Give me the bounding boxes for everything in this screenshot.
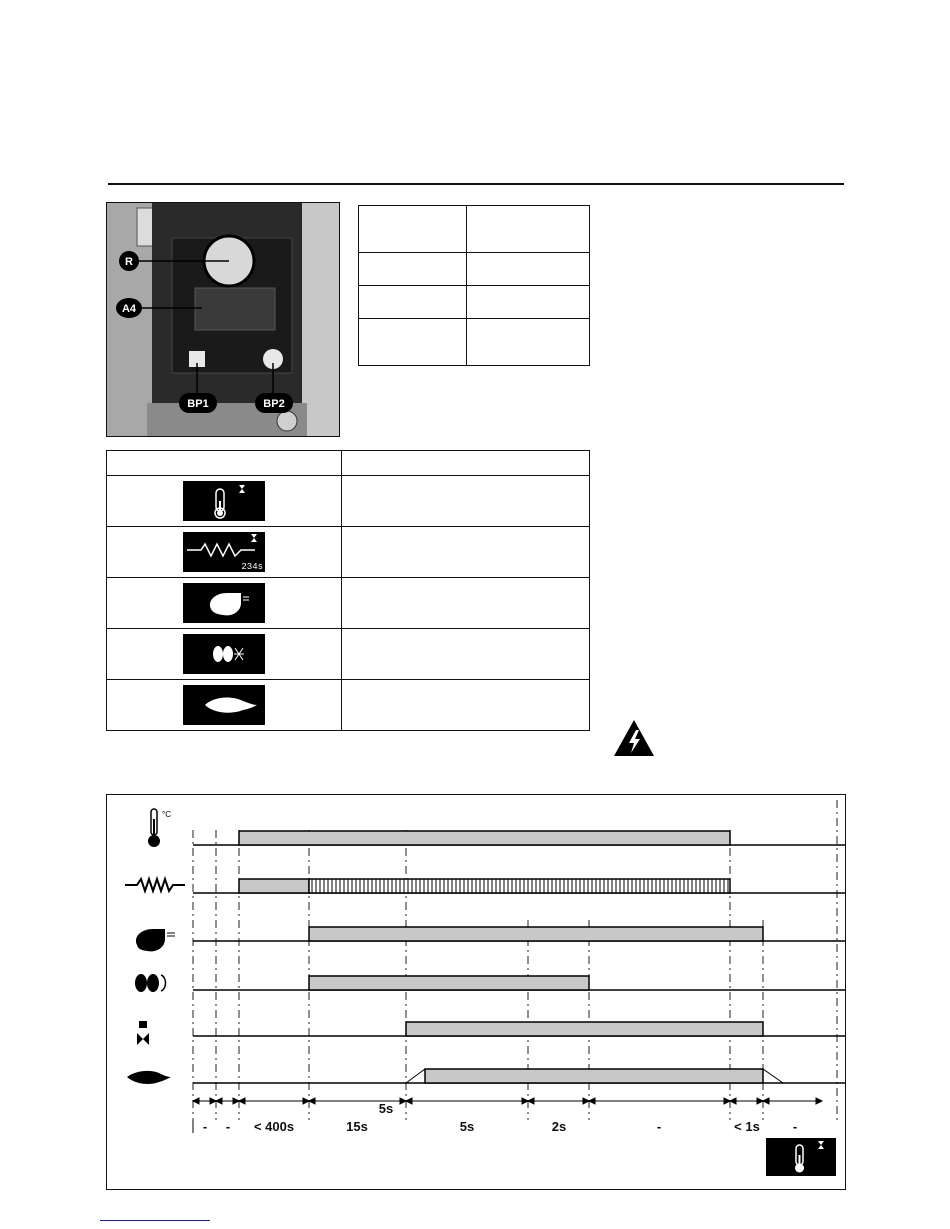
callout-bp1 [179, 393, 217, 413]
flame-icon [127, 1071, 171, 1084]
codes-cell [359, 319, 467, 366]
codes-cell [359, 286, 467, 319]
codes-table [358, 205, 590, 366]
electric-hazard-icon [612, 718, 656, 758]
preheater-timeline [193, 879, 845, 893]
callout-r [119, 251, 139, 271]
arrow-head [309, 1098, 315, 1104]
ignition-spark-icon [183, 634, 265, 674]
arrow-head [193, 1098, 199, 1104]
preheater-icon [125, 879, 185, 891]
interval-label: < 1s [734, 1119, 760, 1134]
svg-text:BP2: BP2 [263, 398, 285, 410]
arrow-head [528, 1098, 534, 1104]
arrow-head [239, 1098, 245, 1104]
thermometer-hourglass-icon [766, 1138, 836, 1176]
valve-icon [137, 1021, 149, 1045]
interval-label: - [656, 1119, 662, 1134]
svg-text:A4: A4 [121, 303, 137, 315]
arrow-head [216, 1098, 222, 1104]
svg-text:BP1: BP1 [187, 398, 209, 410]
thermometer-hourglass-icon [183, 481, 265, 521]
flame-timeline [193, 1069, 845, 1083]
footer-link-underline[interactable] [100, 1220, 210, 1221]
ignition-timeline [193, 976, 845, 990]
ignition-spark-icon [135, 974, 166, 992]
fan-timeline [193, 927, 845, 941]
codes-cell [467, 319, 590, 366]
valve-timeline [193, 1022, 845, 1036]
interval-label: - [792, 1119, 798, 1134]
phase-row-text [342, 527, 590, 578]
phase-header-col2 [342, 451, 590, 476]
svg-text:°C: °C [162, 810, 171, 819]
arrow-head [589, 1098, 595, 1104]
thermometer-timeline [193, 831, 845, 845]
codes-cell [467, 286, 590, 319]
interval-label: - [225, 1119, 231, 1134]
phase-table [106, 450, 590, 731]
arrow-head [406, 1098, 412, 1104]
codes-cell [467, 206, 590, 253]
interval-label: 5s [459, 1119, 475, 1134]
flame-icon [183, 685, 265, 725]
callout-a4 [116, 298, 142, 318]
interval-label: 2s [551, 1119, 567, 1134]
interval-label: 15s [346, 1119, 368, 1134]
codes-cell [467, 253, 590, 286]
arrow-head [730, 1098, 736, 1104]
phase-row-text [342, 476, 590, 527]
top-rule [108, 183, 844, 185]
svg-text:R: R [125, 256, 133, 268]
phase-row-text [342, 578, 590, 629]
phase-header-col1 [107, 451, 342, 476]
interval-label: - [202, 1119, 208, 1134]
phase-row-text [342, 680, 590, 731]
thermometer-icon [148, 809, 171, 847]
fan-icon [183, 583, 265, 623]
phase-row-text [342, 629, 590, 680]
interval-label: < 400s [253, 1119, 295, 1134]
arrow-head [763, 1098, 769, 1104]
control-box-photo [106, 202, 340, 437]
arrow-head [816, 1098, 822, 1104]
timing-diagram [106, 794, 846, 1190]
codes-cell [359, 253, 467, 286]
fan-icon [136, 929, 175, 951]
heater-hourglass-icon [183, 532, 265, 572]
callout-bp2 [255, 393, 293, 413]
codes-cell [359, 206, 467, 253]
mid-interval-label: 5s [378, 1101, 394, 1116]
heater-countdown: 234s [241, 562, 263, 572]
